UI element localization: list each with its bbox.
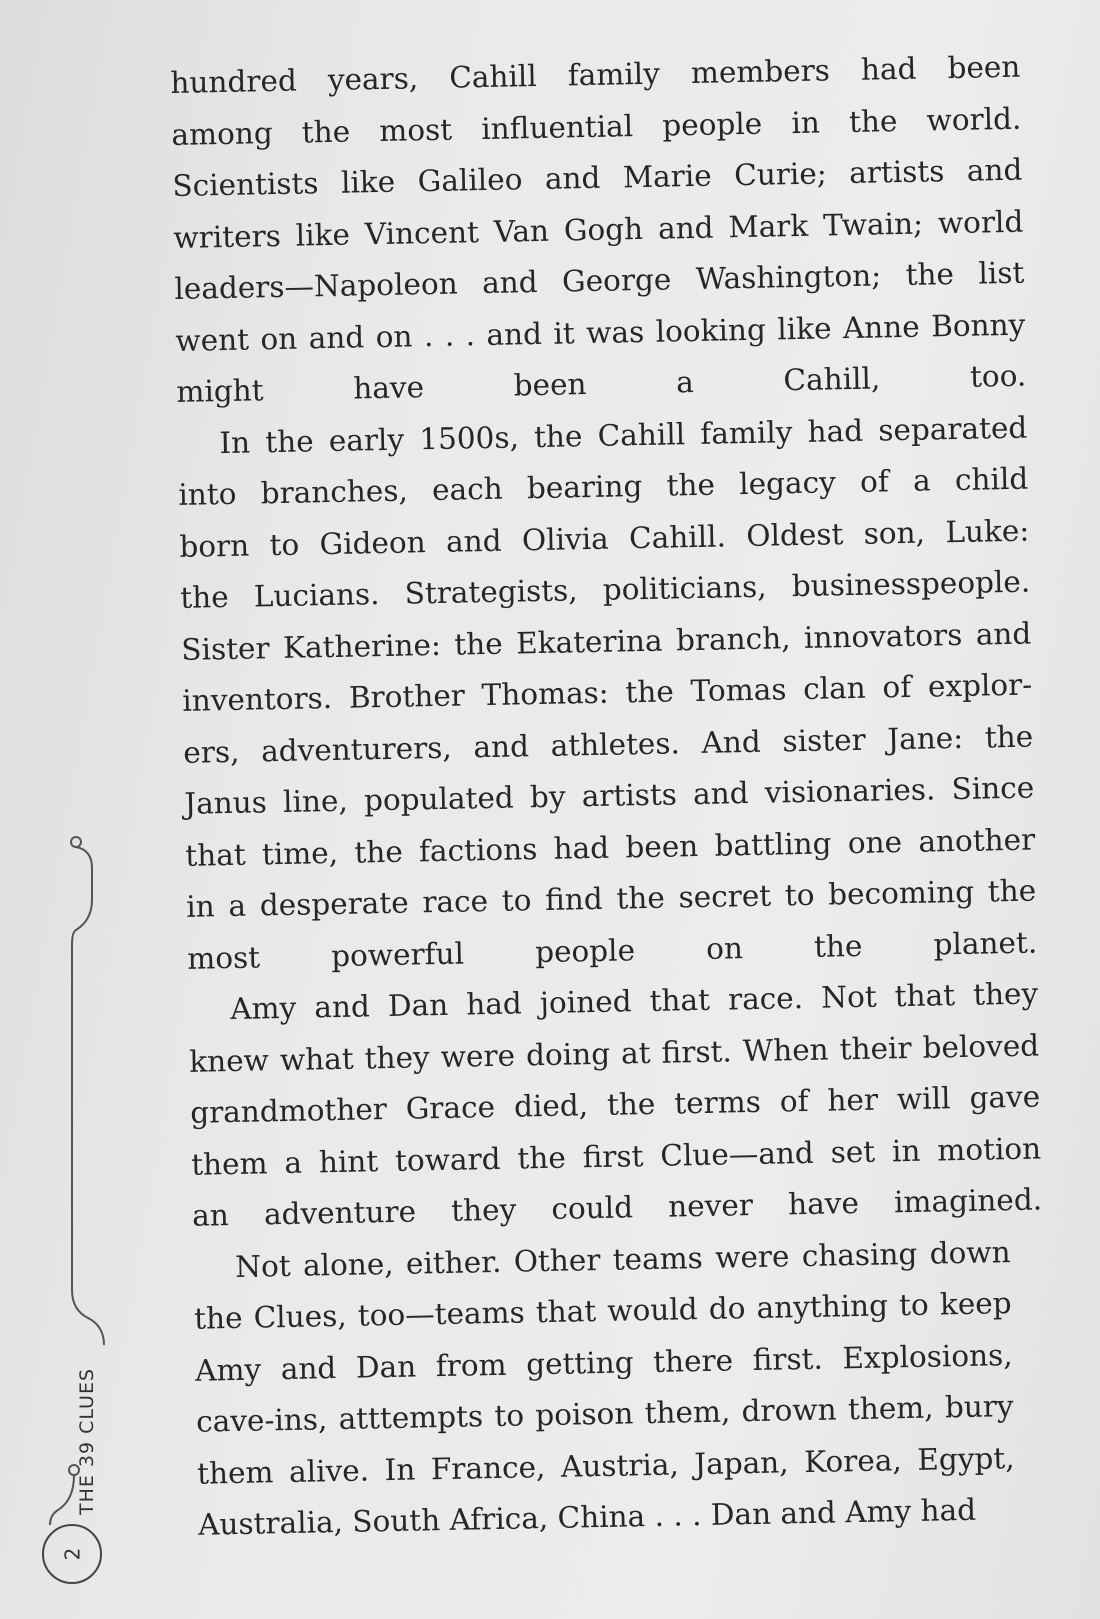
- body-text: [170, 42, 1049, 1552]
- text-line: cave-ins, atttempts to poison them, drown them, bury: [195, 1389, 1014, 1439]
- text-line: them a hint toward the first Clue—and set in motion: [190, 1130, 1042, 1182]
- text-line: leaders—Napoleon and George Washington; the list: [174, 255, 1025, 306]
- paragraph: [188, 969, 1043, 1243]
- text-line: the Lucians. Strategists, politicians, businesspeople.: [180, 564, 1031, 615]
- text-line: that time, the factions had been battling one another: [184, 822, 1036, 873]
- text-line: might have been a Cahill, too.: [176, 358, 1027, 409]
- margin-ornament: [30, 820, 120, 1619]
- text-line: among the most influential people in the world.: [171, 101, 1022, 152]
- paragraph: [170, 42, 1027, 419]
- text-line: grandmother Grace died, the terms of her will gave: [189, 1079, 1041, 1130]
- text-line: Amy and Dan from getting there first. Explosions,: [194, 1337, 1013, 1388]
- series-title: THE 39 CLUES: [76, 1367, 98, 1515]
- text-line: an adventure they could never have imagined.: [191, 1182, 1043, 1233]
- text-line: Australia, South Africa, China . . . Dan and Amy had: [197, 1492, 977, 1542]
- text-line: writers like Vincent Van Gogh and Mark Twain; world: [173, 204, 1024, 255]
- text-line: In the early 1500s, the Cahill family had separated: [219, 410, 1028, 460]
- text-line: born to Gideon and Olivia Cahill. Oldest son, Luke:: [179, 513, 1030, 564]
- paragraph: [193, 1226, 1049, 1551]
- text-line: in a desperate race to find the secret to becoming the: [185, 873, 1037, 924]
- page-number: 2: [59, 1547, 84, 1561]
- text-line: knew what they were doing at first. When their beloved: [188, 1028, 1040, 1079]
- text-line: them alive. In France, Austria, Japan, Korea, Egypt,: [196, 1440, 1015, 1491]
- text-line: went on and on . . . and it was looking like Anne Bonny: [175, 307, 1026, 358]
- text-line: most powerful people on the planet.: [186, 925, 1038, 976]
- paragraph: [177, 402, 1038, 985]
- text-line: Not alone, either. Other teams were chasing down: [234, 1234, 1011, 1284]
- text-line: into branches, each bearing the legacy of a child: [178, 461, 1029, 512]
- page-number-badge: [42, 1524, 102, 1584]
- text-line: Scientists like Galileo and Marie Curie; artists and: [172, 152, 1023, 203]
- text-line: Janus line, populated by artists and visionaries. Since: [183, 770, 1035, 821]
- text-line: hundred years, Cahill family members had been: [170, 49, 1021, 100]
- text-line: the Clues, too—teams that would do anything to keep: [193, 1286, 1012, 1336]
- text-line: Amy and Dan had joined that race. Not that they: [229, 976, 1039, 1027]
- text-line: Sister Katherine: the Ekaterina branch, innovators and: [181, 616, 1032, 667]
- text-line: inventors. Brother Thomas: the Tomas clan of explor-: [182, 667, 1033, 718]
- text-line: ers, adventurers, and athletes. And sister Jane: the: [183, 719, 1034, 770]
- bracket-line-icon: [30, 820, 120, 1619]
